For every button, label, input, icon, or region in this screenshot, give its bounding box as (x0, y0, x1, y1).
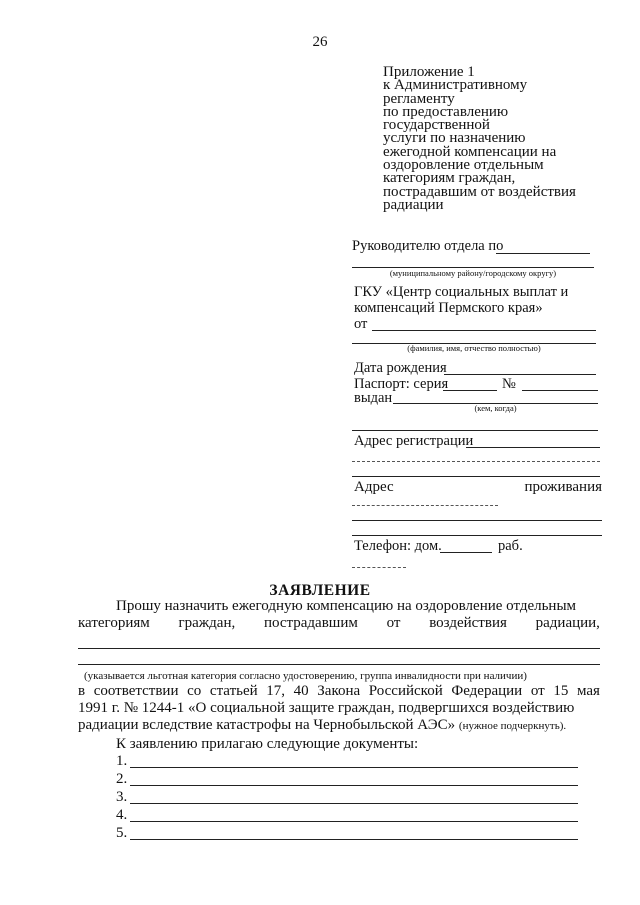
document-number: 2. (116, 771, 128, 787)
appendix-line: услуги по назначению (383, 130, 526, 147)
registration-address-field-2[interactable] (352, 461, 600, 462)
request-line-1: Прошу назначить ежегодную компенсацию на оздоровление отдельным (116, 598, 577, 614)
word: 17, (266, 683, 286, 699)
document-field-5[interactable] (130, 839, 578, 840)
word: Федерации (451, 683, 523, 699)
word: радиации, (535, 615, 600, 631)
category-field-1[interactable] (78, 648, 600, 649)
appendix-line: оздоровление отдельным (383, 157, 544, 174)
word: мая (576, 683, 600, 699)
phone-work-field[interactable] (352, 567, 406, 568)
document-field-4[interactable] (130, 821, 578, 822)
law-text: радиации вследствие катастрофы на Чернобыльской АЭС» (78, 717, 456, 733)
document-number: 4. (116, 807, 128, 823)
word: граждан, (178, 615, 236, 631)
law-line-3 (78, 717, 566, 734)
residence-address-field-2[interactable] (352, 520, 602, 521)
birth-date-field[interactable] (444, 374, 596, 375)
word: со (187, 683, 202, 699)
word: Закона (317, 683, 361, 699)
registration-address-field[interactable] (466, 447, 600, 448)
page-number: 26 (312, 34, 328, 50)
statement-title: ЗАЯВЛЕНИЕ (269, 582, 371, 599)
district-field-line[interactable] (496, 253, 590, 254)
word: статьей (209, 683, 258, 699)
registration-address-field-3[interactable] (352, 476, 600, 477)
documents-intro: К заявлению прилагаю следующие документы: (116, 736, 419, 752)
appendix-header (383, 66, 633, 212)
issued-by-field-2[interactable] (352, 430, 598, 431)
district-caption: (муниципальному району/городскому округу) (389, 268, 557, 278)
residence-word-1: Адрес (354, 479, 394, 495)
head-of-department-label: Руководителю отдела по (352, 238, 504, 254)
appendix-line: ежегодной компенсации на (383, 143, 557, 160)
word: воздействия (429, 615, 507, 631)
word: от (386, 615, 401, 631)
birth-date-label: Дата рождения (354, 360, 447, 376)
issued-by-label: выдан (354, 390, 393, 406)
appendix-line: Приложение 1 (383, 64, 475, 80)
residence-address-field-3[interactable] (352, 535, 602, 536)
word: 15 (553, 683, 569, 699)
law-line-2: 1991 г. № 1244-1 «О социальной защите граждан, подвергшихся воздействию (78, 700, 575, 716)
appendix-line: к Административному (383, 77, 528, 94)
document-field-3[interactable] (130, 803, 578, 804)
word: от (530, 683, 545, 699)
request-line-2 (78, 615, 600, 632)
passport-number-label: № (502, 376, 516, 392)
passport-series-label: Паспорт: серия (354, 376, 449, 392)
org-name-line2: компенсаций Пермского края» (354, 300, 543, 316)
passport-series-field[interactable] (443, 390, 497, 391)
word: в (78, 683, 86, 699)
issued-caption: (кем, когда) (474, 403, 517, 413)
org-name-line1: ГКУ «Центр социальных выплат и (354, 284, 569, 300)
document-number: 5. (116, 825, 128, 841)
appendix-line: категориям граждан, (383, 170, 516, 187)
appendix-line: радиации (383, 196, 444, 213)
word: категориям (78, 615, 150, 631)
residence-address-label (354, 479, 602, 496)
word: соответствии (93, 683, 179, 699)
appendix-line: регламенту (383, 90, 455, 107)
registration-address-label: Адрес регистрации (354, 433, 474, 449)
applicant-name-field[interactable] (372, 330, 596, 331)
residence-word-2: проживания (524, 479, 602, 495)
passport-number-field[interactable] (522, 390, 598, 391)
appendix-line: по предоставлению (383, 103, 509, 120)
category-field-2[interactable] (78, 664, 600, 665)
from-label: от (354, 316, 368, 332)
residence-address-field[interactable] (352, 505, 498, 506)
word: Российской (368, 683, 443, 699)
name-caption: (фамилия, имя, отчество полностью) (407, 343, 541, 353)
phone-work-label: раб. (498, 538, 523, 554)
category-caption: (указывается льготная категория согласно удостоверению, группа инвалидности при наличии) (84, 670, 527, 682)
document-field-1[interactable] (130, 767, 578, 768)
document-number: 3. (116, 789, 128, 805)
appendix-line: государственной (383, 117, 490, 134)
phone-home-label: Телефон: дом. (354, 538, 442, 554)
word: пострадавшим (263, 615, 358, 631)
document-number: 1. (116, 753, 128, 769)
law-note: (нужное подчеркнуть). (458, 720, 567, 732)
phone-home-field[interactable] (440, 552, 492, 553)
word: 40 (293, 683, 309, 699)
appendix-line: пострадавшим от воздействия (383, 183, 576, 200)
law-line-1 (78, 683, 600, 700)
document-field-2[interactable] (130, 785, 578, 786)
